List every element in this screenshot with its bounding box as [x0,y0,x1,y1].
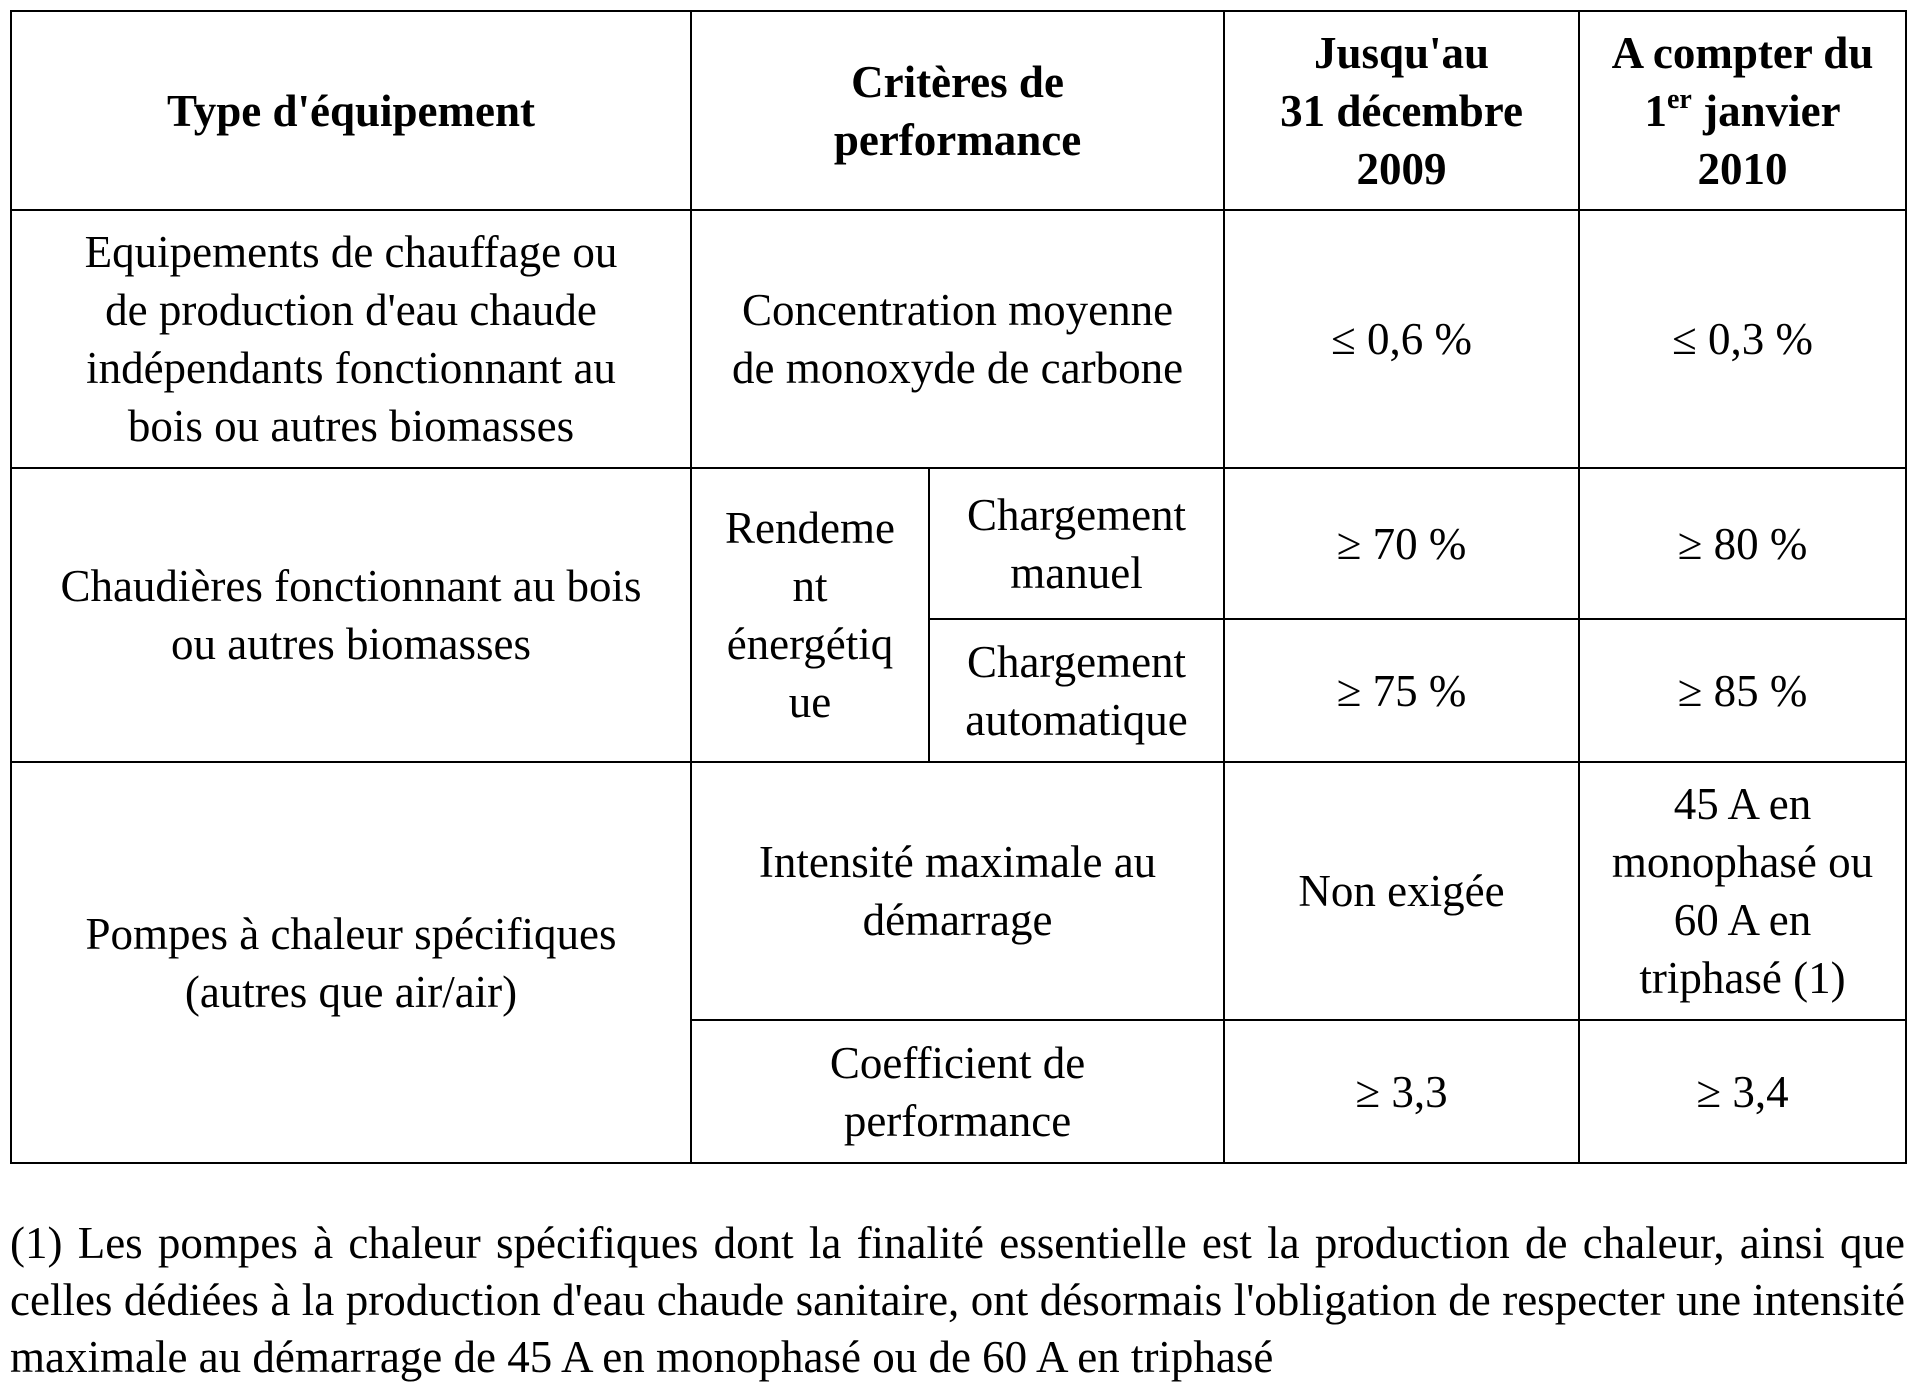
header-row [11,11,1906,210]
performance-table [10,10,1907,1164]
cell-critere-coefficient: Coefficient de performance [691,1020,1224,1163]
table-row-pompes-intensite [11,762,1906,1020]
header-type-equipement: Type d'équipement [11,11,691,210]
cell-value-2009: ≥ 70 % [1224,468,1579,619]
cell-chargement-automatique: Chargement automatique [929,619,1224,762]
cell-value-2010: 45 A en monophasé ou 60 A en triphasé (1) [1579,762,1906,1020]
header-jusquau-line: 2009 [1356,143,1447,194]
header-a-compter-line: A compter du [1611,27,1874,78]
cell-chargement-manuel: Chargement manuel [929,468,1224,619]
cell-value-2009: Non exigée [1224,762,1579,1020]
header-criteres-line: performance [833,114,1082,165]
table-row-chaudieres-manuel [11,468,1906,619]
cell-value-2010: ≥ 80 % [1579,468,1906,619]
cell-critere-rendement: Rendeme nt énergétiq ue [691,468,929,762]
cell-value-2010: ≥ 85 % [1579,619,1906,762]
table-row-bois [11,210,1906,468]
header-jusquau-2009 [1224,11,1579,210]
ordinal-superscript: er [1666,83,1692,115]
footnote: (1) Les pompes à chaleur spécifiques dont la finalité essentielle est la production de chaleur, ainsi que celles dédiées à la production d'eau chaude sanitaire, ont désormais l'obligation de respecter une intensité maximale au démarrage de 45 A en monophasé ou de 60 A en triphasé [10,1218,1905,1382]
header-a-compter-2010 [1579,11,1906,210]
cell-type-pompes: Pompes à chaleur spécifiques (autres que air/air) [11,762,691,1163]
header-criteres [691,11,1224,210]
header-jusquau-line: Jusqu'au [1313,27,1490,78]
cell-value-2009: ≥ 75 % [1224,619,1579,762]
header-criteres-line: Critères de [851,56,1064,107]
cell-value-2009: ≥ 3,3 [1224,1020,1579,1163]
cell-value-2010: ≥ 3,4 [1579,1020,1906,1163]
cell-value-2009: ≤ 0,6 % [1224,210,1579,468]
cell-critere-bois: Concentration moyenne de monoxyde de carbone [691,210,1224,468]
header-jusquau-line: 31 décembre [1280,85,1523,136]
cell-type-chaudieres: Chaudières fonctionnant au bois ou autres biomasses [11,468,691,762]
header-a-compter-date: 1er janvier [1644,83,1841,136]
cell-type-bois: Equipements de chauffage ou de production d'eau chaude indépendants fonctionnant au bois ou autres biomasses [11,210,691,468]
header-a-compter-line: 2010 [1697,143,1788,194]
cell-value-2010: ≤ 0,3 % [1579,210,1906,468]
cell-critere-intensite: Intensité maximale au démarrage [691,762,1224,1020]
